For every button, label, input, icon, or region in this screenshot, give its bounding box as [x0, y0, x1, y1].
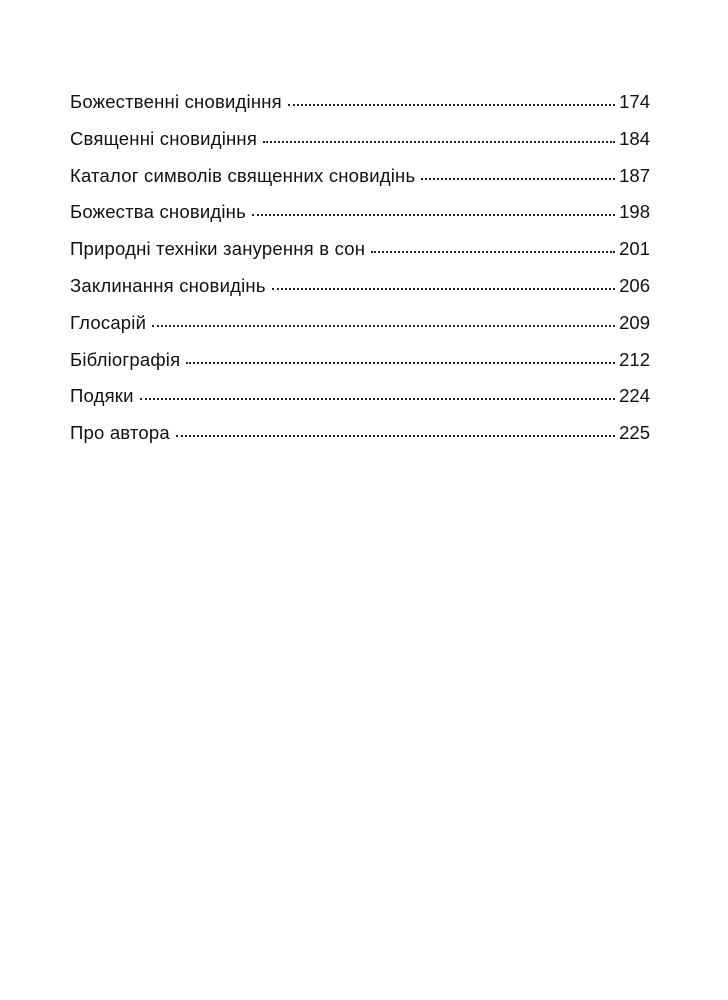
toc-entry-title: Природні техніки занурення в сон: [70, 238, 366, 260]
toc-entry: [70, 194, 650, 231]
toc-entry-page: 174: [619, 91, 650, 112]
toc-entry: [70, 342, 650, 379]
toc-dot-leader: [421, 177, 615, 180]
toc-entry-title: Бібліографія: [70, 348, 181, 370]
toc-dot-leader: [371, 250, 615, 253]
toc-entry: [70, 158, 650, 195]
toc-entry: [70, 305, 650, 342]
toc-entry: [70, 231, 650, 268]
toc-entry: [70, 378, 650, 415]
toc-entry-page: 184: [619, 127, 650, 149]
toc-entry: [70, 84, 650, 121]
toc-entry-title: Божественні сновидіння: [70, 91, 282, 112]
toc-dot-leader: [272, 287, 615, 290]
toc-dot-leader: [288, 103, 615, 106]
toc-entry-title: Глосарій: [70, 311, 147, 333]
toc-entry-page: 209: [619, 311, 650, 333]
toc-entry-title: Заклинання сновидінь: [70, 274, 266, 296]
toc-entry-page: 224: [619, 385, 650, 407]
toc-entry-title: Подяки: [70, 385, 134, 407]
toc-entry-title: Священні сновидіння: [70, 127, 258, 149]
toc-entry-title: Каталог символів священних сновидінь: [70, 164, 416, 186]
toc-dot-leader: [140, 397, 616, 400]
toc-entry-title: Божества сновидінь: [70, 201, 246, 223]
toc-entry-page: 225: [619, 422, 650, 444]
toc-entry-page: 212: [619, 348, 650, 370]
toc-entry-page: 201: [619, 238, 650, 260]
toc-dot-leader: [176, 434, 615, 437]
toc-entry: [70, 121, 650, 158]
toc-dot-leader: [252, 213, 615, 216]
toc-entry: [70, 415, 650, 452]
toc-entry-page: 206: [619, 274, 650, 296]
toc-dot-leader: [186, 361, 615, 364]
toc-entry-page: 198: [619, 201, 650, 223]
toc-entry-page: 187: [619, 164, 650, 186]
toc-entry-title: Про автора: [70, 422, 170, 444]
toc-dot-leader: [263, 140, 615, 143]
toc-entry: [70, 268, 650, 305]
toc-dot-leader: [152, 324, 615, 327]
table-of-contents: [70, 84, 650, 452]
